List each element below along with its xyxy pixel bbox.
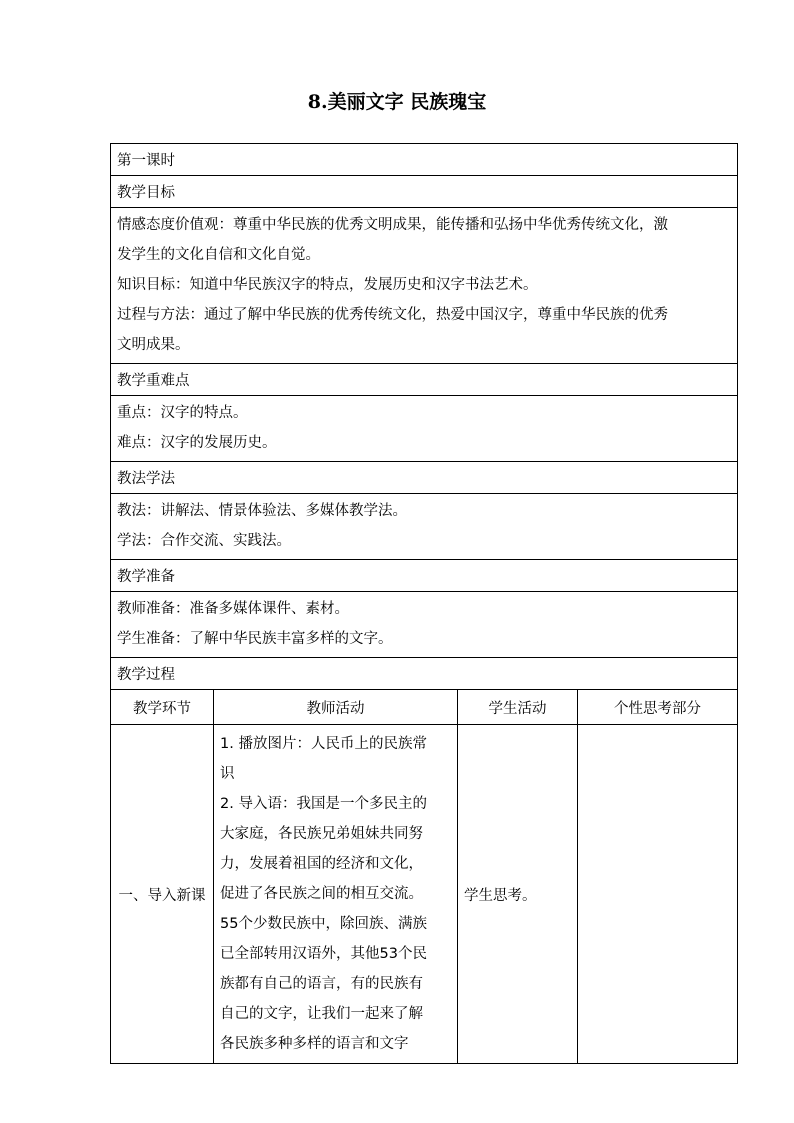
prep-line: 学生准备：了解中华民族丰富多样的文字。 (117, 631, 393, 647)
process-column-headers (111, 690, 738, 725)
stage-cell: 一、导入新课 (111, 725, 214, 1064)
teacher-line: 1. 播放图片：人民币上的民族常 (220, 736, 427, 752)
method-line: 学法：合作交流、实践法。 (117, 533, 291, 549)
keypoints-heading: 教学重难点 (111, 364, 738, 396)
goal-line: 知识目标：知道中华民族汉字的特点，发展历史和汉字书法艺术。 (117, 277, 538, 293)
goals-heading: 教学目标 (111, 176, 738, 208)
keypoints-body (111, 396, 738, 462)
teacher-line: 55个少数民族中，除回族、满族 (220, 916, 427, 932)
goal-line: 情感态度价值观：尊重中华民族的优秀文明成果，能传播和弘扬中华优秀传统文化，激 (117, 217, 668, 233)
reflection-cell (578, 725, 738, 1064)
prep-line: 教师准备：准备多媒体课件、素材。 (117, 601, 349, 617)
column-header-teacher: 教师活动 (214, 690, 458, 725)
teacher-line: 2. 导入语：我国是一个多民主的 (220, 796, 427, 812)
column-header-reflection: 个性思考部分 (578, 690, 738, 725)
goal-line: 发学生的文化自信和文化自觉。 (117, 247, 320, 263)
teacher-line: 各民族多种多样的语言和文字 (220, 1036, 409, 1052)
teacher-line: 识 (220, 766, 235, 782)
teacher-line: 力，发展着祖国的经济和文化， (220, 856, 423, 872)
goals-body (111, 208, 738, 364)
teacher-activity-cell (214, 725, 458, 1064)
keypoints-body-row (111, 396, 738, 462)
prep-body (111, 592, 738, 658)
goal-line: 过程与方法：通过了解中华民族的优秀传统文化，热爱中国汉字，尊重中华民族的优秀 (117, 307, 668, 323)
lesson-label: 第一课时 (111, 144, 738, 176)
goal-line: 文明成果。 (117, 337, 190, 353)
prep-body-row (111, 592, 738, 658)
teacher-line: 大家庭，各民族兄弟姐妹共同努 (220, 826, 423, 842)
lesson-plan-table (110, 143, 738, 1064)
keypoint-line: 重点：汉字的特点。 (117, 405, 248, 421)
method-line: 教法：讲解法、情景体验法、多媒体教学法。 (117, 503, 407, 519)
page-title: 8.美丽文字 民族瑰宝 (307, 91, 487, 113)
prep-heading: 教学准备 (111, 560, 738, 592)
teacher-line: 族都有自己的语言，有的民族有 (220, 976, 423, 992)
keypoints-heading-row (111, 364, 738, 396)
goals-heading-row (111, 176, 738, 208)
teacher-line: 自己的文字，让我们一起来了解 (220, 1006, 423, 1022)
column-header-student: 学生活动 (458, 690, 578, 725)
teacher-line: 已全部转用汉语外，其他53个民 (220, 946, 427, 962)
methods-body (111, 494, 738, 560)
prep-heading-row (111, 560, 738, 592)
teacher-line: 促进了各民族之间的相互交流。 (220, 886, 423, 902)
methods-body-row (111, 494, 738, 560)
column-header-stage: 教学环节 (111, 690, 214, 725)
methods-heading-row (111, 462, 738, 494)
table-row (111, 725, 738, 1064)
keypoint-line: 难点：汉字的发展历史。 (117, 435, 277, 451)
lesson-row (111, 144, 738, 176)
methods-heading: 教法学法 (111, 462, 738, 494)
process-heading: 教学过程 (111, 658, 738, 690)
goals-body-row (111, 208, 738, 364)
student-activity-cell: 学生思考。 (458, 725, 578, 1064)
process-heading-row (111, 658, 738, 690)
